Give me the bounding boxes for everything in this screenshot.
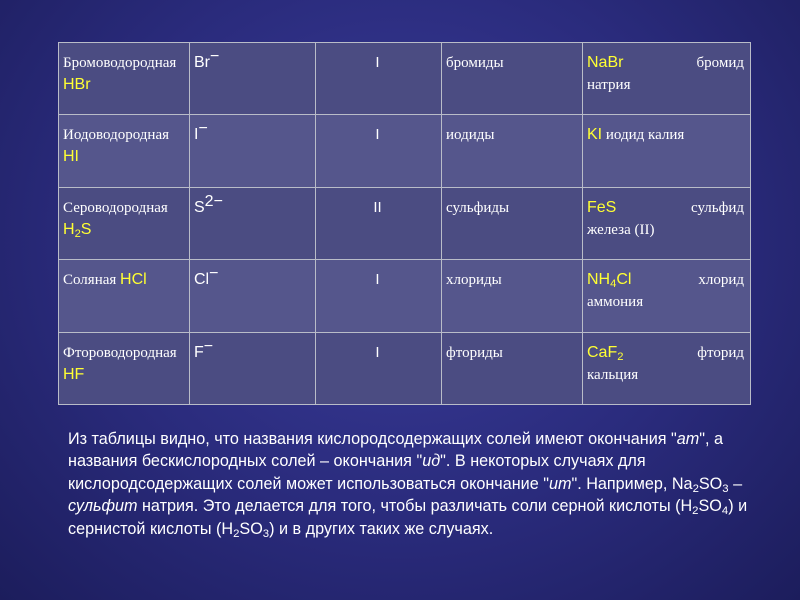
anion-cell: I− bbox=[190, 115, 316, 187]
acid-formula: $H_2S$ bbox=[63, 220, 92, 240]
acid-formula: HBr bbox=[63, 76, 91, 93]
example-formula: $NH_4Cl$ bbox=[587, 271, 632, 291]
table-row bbox=[59, 43, 751, 115]
acid-formula: HF bbox=[63, 365, 85, 383]
table-row bbox=[59, 115, 751, 187]
valence-cell: II bbox=[316, 187, 442, 259]
table-row bbox=[59, 187, 751, 259]
salt-group-cell: фториды bbox=[442, 332, 583, 404]
valence-cell: I bbox=[316, 115, 442, 187]
example-formula: FeS bbox=[587, 198, 617, 216]
example-formula: KI bbox=[587, 126, 603, 144]
example-cell: CaF$_2$ фторид кальция bbox=[583, 332, 751, 404]
table-row bbox=[59, 332, 751, 404]
anion-cell: F− bbox=[190, 332, 316, 404]
anion-cell: Cl− bbox=[190, 260, 316, 332]
table-row bbox=[59, 260, 751, 332]
acid-name-cell: Бромоводородная HBr bbox=[59, 43, 190, 115]
acid-name-cell: Фтороводородная HF bbox=[59, 332, 190, 404]
example-cell: $NH_4Cl$ хлорид аммония bbox=[583, 260, 751, 332]
example-cell: FeS сульфид железа (II) bbox=[583, 187, 751, 259]
example-formula: CaF$_2$ bbox=[587, 343, 624, 363]
explanation-text: Из таблицы видно, что названия кислородсодержащих солей имеют окончания "ат", а названия бескислородных солей – окончания "ид". В некоторых случаях для кислородсодержащих солей может использоваться окончание "ит". Например, $Na_2SO_3$ – сульфит натрия. Это делается для того, чтобы различать соли серной кислоты $(H_2SO_4)$ и сернистой кислоты $(H_2SO_3)$ и в других таких же случаях. bbox=[68, 430, 748, 540]
acids-table bbox=[58, 42, 751, 405]
anion-cell: $S^{2-}$ bbox=[190, 187, 316, 259]
valence-cell: I bbox=[316, 43, 442, 115]
acid-name-cell: Соляная HCl bbox=[59, 260, 190, 332]
salt-group-cell: бромиды bbox=[442, 43, 583, 115]
valence-cell: I bbox=[316, 260, 442, 332]
valence-cell: I bbox=[316, 332, 442, 404]
salt-group-cell: сульфиды bbox=[442, 187, 583, 259]
example-cell: KI иодид калия bbox=[583, 115, 751, 187]
anion-cell: Br− bbox=[190, 43, 316, 115]
acid-formula: HI bbox=[63, 148, 79, 166]
acid-name-cell: Иодоводородная HI bbox=[59, 115, 190, 187]
salt-group-cell: хлориды bbox=[442, 260, 583, 332]
example-formula: NaBr bbox=[587, 54, 624, 71]
acid-name-cell: Сероводородная $H_2S$ bbox=[59, 187, 190, 259]
acid-formula: HCl bbox=[120, 271, 147, 289]
salt-group-cell: иодиды bbox=[442, 115, 583, 187]
example-cell: NaBr бромид натрия bbox=[583, 43, 751, 115]
